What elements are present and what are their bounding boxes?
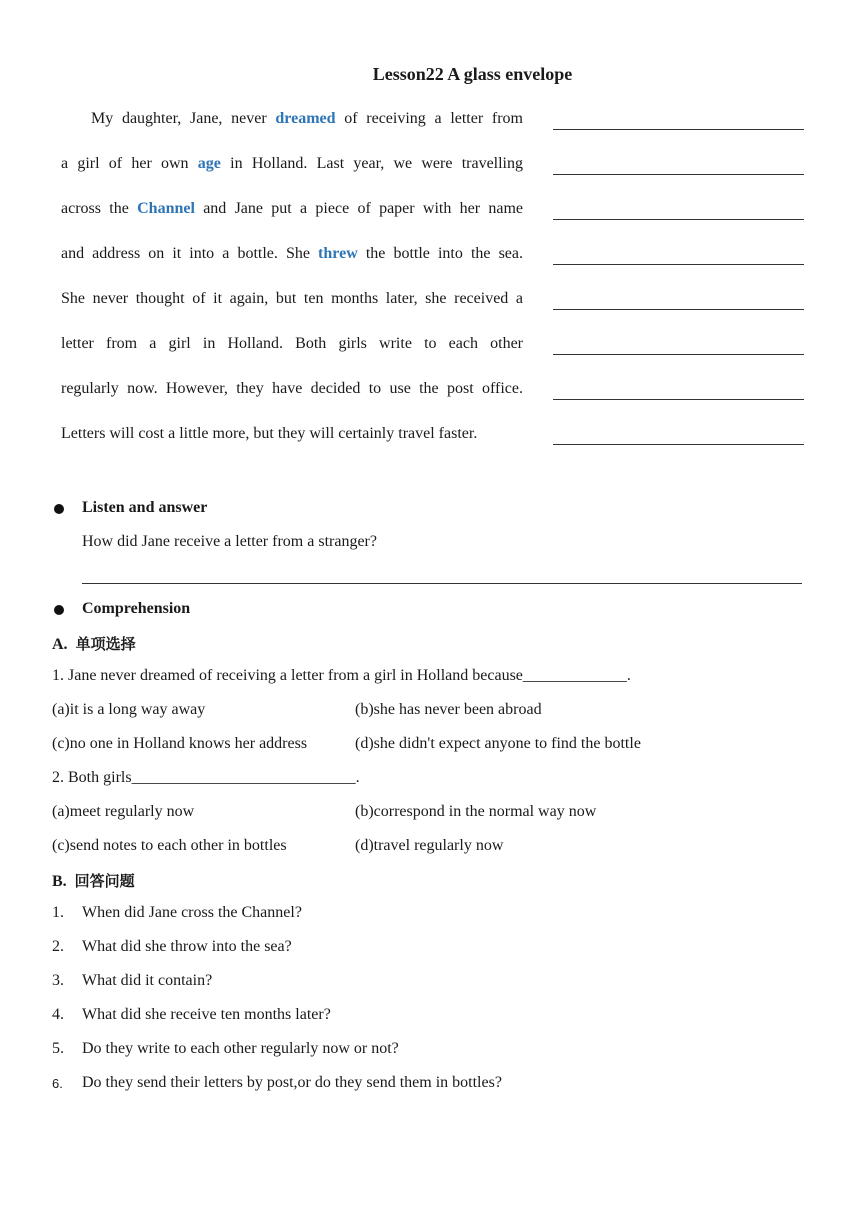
bullet-icon <box>54 504 64 514</box>
note-blank-line[interactable] <box>553 309 804 310</box>
note-blank-line[interactable] <box>553 444 804 445</box>
listen-heading: Listen and answer <box>82 499 208 516</box>
passage-text: Letters will cost a little more, but they will certainly travel faster. <box>61 425 478 442</box>
question-number: 5. <box>52 1040 64 1057</box>
question-text: What did she receive ten months later? <box>82 1006 331 1023</box>
question-number: 2. <box>52 938 64 955</box>
q2-option-c[interactable]: (c)send notes to each other in bottles <box>52 837 287 854</box>
passage-line <box>61 425 523 443</box>
passage-text: the bottle into the sea. <box>357 245 523 262</box>
note-blank-line[interactable] <box>553 129 804 130</box>
question-text: What did it contain? <box>82 972 213 989</box>
passage-text: and Jane put a piece of paper with her name <box>194 200 523 217</box>
note-blank-line[interactable] <box>553 264 804 265</box>
passage-line <box>61 200 523 218</box>
q1-option-c[interactable]: (c)no one in Holland knows her address <box>52 735 308 752</box>
note-blank-line[interactable] <box>553 399 804 400</box>
passage-text: regularly now. However, they have decided to use the post office. <box>61 380 523 397</box>
passage-line <box>61 380 523 398</box>
vocabulary-keyword: dreamed <box>275 110 336 127</box>
q1-option-b[interactable]: (b)she has never been abroad <box>355 701 542 718</box>
question-number: 3. <box>52 972 64 989</box>
question-text: Do they write to each other regularly now or not? <box>82 1040 399 1057</box>
passage-line <box>61 155 523 173</box>
note-blank-line[interactable] <box>553 354 804 355</box>
section-a-letter: A. <box>52 636 68 653</box>
passage-text: across the <box>61 200 138 217</box>
q2-option-d[interactable]: (d)travel regularly now <box>355 837 504 854</box>
passage-text: of receiving a letter from <box>335 110 523 127</box>
passage-text: letter from a girl in Holland. Both girls write to each other <box>61 335 523 352</box>
comprehension-heading: Comprehension <box>82 600 191 617</box>
passage-line <box>61 335 523 353</box>
section-b-letter: B. <box>52 873 67 890</box>
vocabulary-keyword: threw <box>318 245 358 262</box>
q1-option-d[interactable]: (d)she didn't expect anyone to find the bottle <box>355 735 641 752</box>
q2-option-a[interactable]: (a)meet regularly now <box>52 803 195 820</box>
q2-option-b[interactable]: (b)correspond in the normal way now <box>355 803 597 820</box>
vocabulary-keyword: age <box>197 155 221 172</box>
question-number: 6. <box>52 1076 63 1091</box>
answer-line[interactable] <box>82 583 802 584</box>
question-2: 2. Both girls____________________________. <box>52 769 360 786</box>
question-number: 1. <box>52 904 64 921</box>
section-a-title: 单项选择 <box>75 635 136 653</box>
q1-option-a[interactable]: (a)it is a long way away <box>52 701 206 718</box>
vocabulary-keyword: Channel <box>137 200 195 217</box>
passage-text: in Holland. Last year, we were travelling <box>220 155 524 172</box>
section-a-label <box>52 633 136 654</box>
question-text: Do they send their letters by post,or do they send them in bottles? <box>82 1074 502 1091</box>
passage-line <box>61 245 523 263</box>
passage-line <box>61 110 523 128</box>
section-b-title: 回答问题 <box>74 872 135 890</box>
question-text: When did Jane cross the Channel? <box>82 904 302 921</box>
passage-text: My daughter, Jane, never <box>91 110 276 127</box>
passage-text: a girl of her own <box>61 155 198 172</box>
passage-text: She never thought of it again, but ten months later, she received a <box>61 290 523 307</box>
passage-text: and address on it into a bottle. She <box>61 245 319 262</box>
note-blank-line[interactable] <box>553 174 804 175</box>
bullet-icon <box>54 605 64 615</box>
page-title: Lesson22 A glass envelope <box>372 64 573 84</box>
listen-question: How did Jane receive a letter from a stranger? <box>82 533 377 550</box>
passage-line <box>61 290 523 308</box>
section-b-label <box>52 870 135 891</box>
question-text: What did she throw into the sea? <box>82 938 292 955</box>
question-number: 4. <box>52 1006 64 1023</box>
note-blank-line[interactable] <box>553 219 804 220</box>
question-1: 1. Jane never dreamed of receiving a letter from a girl in Holland because_____________. <box>52 667 631 684</box>
